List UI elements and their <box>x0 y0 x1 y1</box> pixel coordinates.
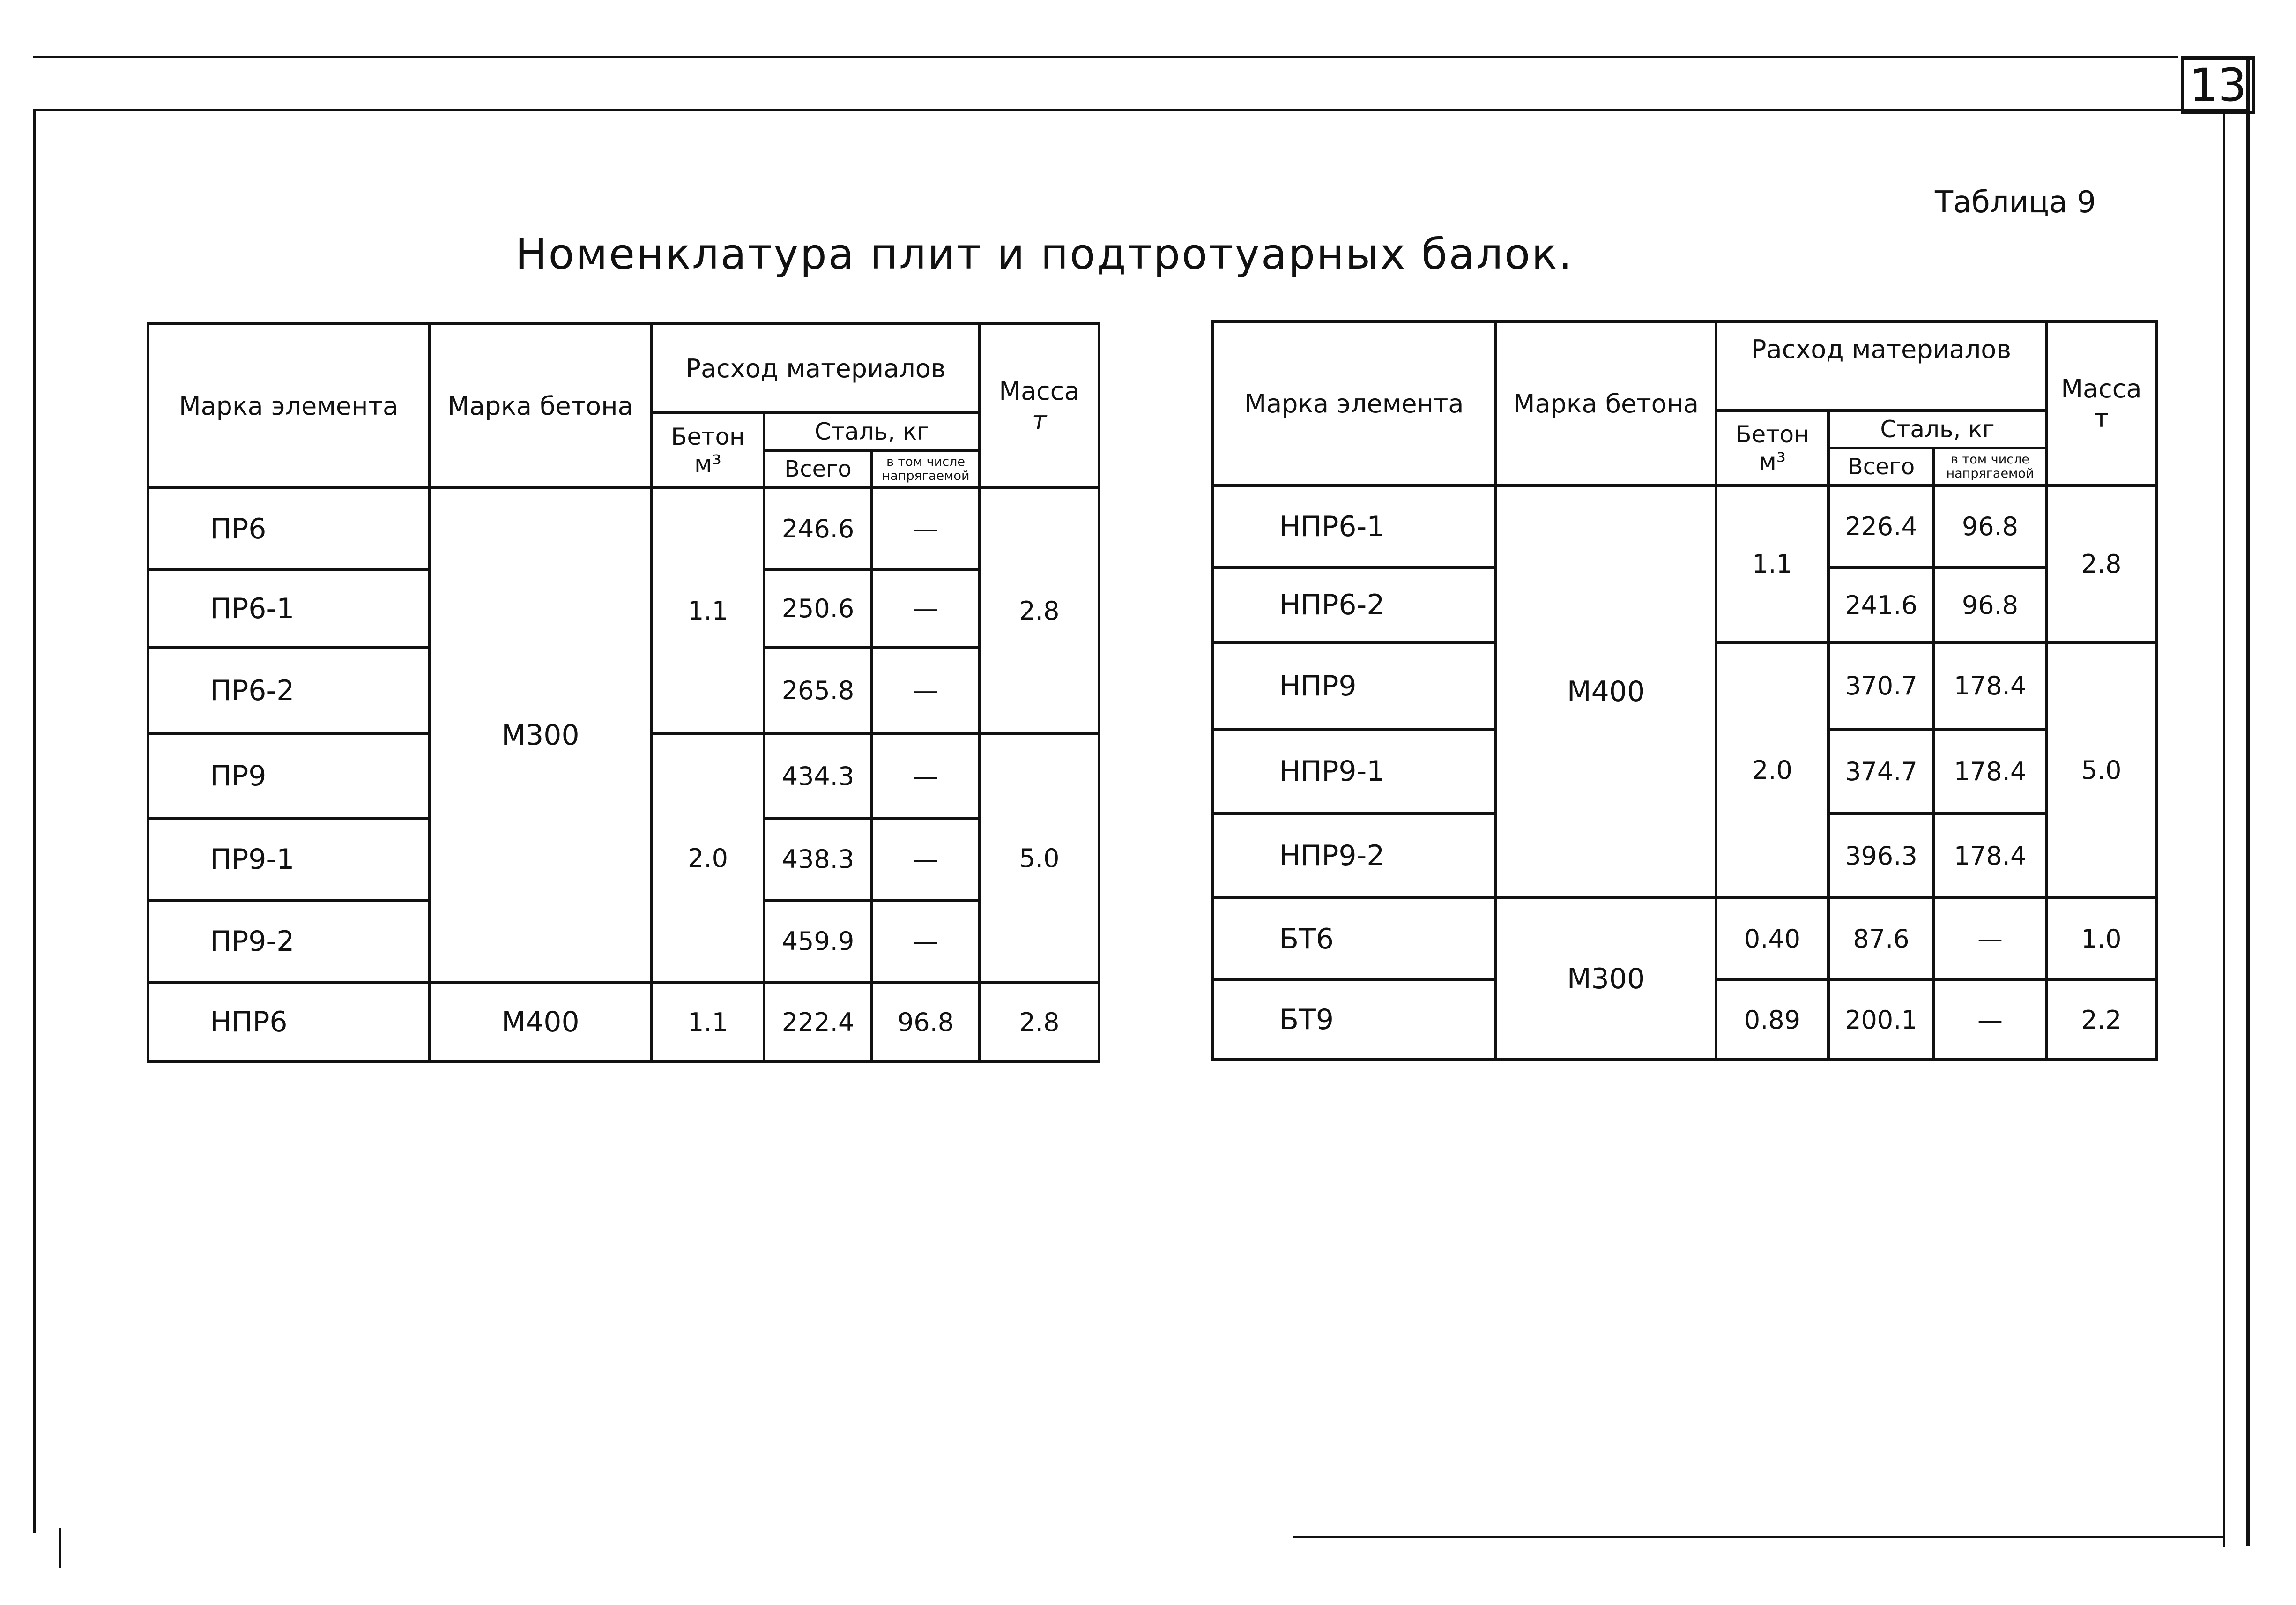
mass-cell: 2.2 <box>2046 980 2156 1060</box>
steel-total-cell: 250.6 <box>764 570 872 647</box>
prestressed-cell: 96.8 <box>1934 567 2046 642</box>
frame-left-line <box>33 109 36 1533</box>
table-row <box>1212 485 2156 567</box>
concrete-volume-cell: 0.40 <box>1716 898 1828 980</box>
prestressed-cell: 96.8 <box>1934 485 2046 567</box>
element-mark: ПР6 <box>148 488 429 570</box>
concrete-volume-cell: 1.1 <box>652 488 764 734</box>
mass-cell: 5.0 <box>2046 642 2156 898</box>
element-mark: ПР9 <box>148 734 429 818</box>
table-row <box>1212 898 2156 980</box>
header-concrete-mark: Марка бетона <box>429 324 652 488</box>
steel-total-cell: 459.9 <box>764 900 872 982</box>
prestressed-cell: — <box>1934 898 2046 980</box>
prestressed-cell: — <box>872 900 980 982</box>
concrete-brand-cell: М300 <box>1496 898 1716 1060</box>
header-mass <box>2046 321 2156 485</box>
element-mark: БТ6 <box>1212 898 1496 980</box>
prestressed-cell: — <box>872 488 980 570</box>
header-including: в том числе напрягаемой <box>872 450 980 488</box>
header-mass <box>980 324 1099 488</box>
mass-cell: 2.8 <box>980 982 1099 1062</box>
element-mark: НПР9-2 <box>1212 814 1496 898</box>
header-steel: Сталь, кг <box>1828 411 2046 448</box>
header-concrete <box>1716 411 1828 485</box>
element-mark: НПР6-2 <box>1212 567 1496 642</box>
steel-total-cell: 370.7 <box>1828 642 1934 729</box>
prestressed-cell: 178.4 <box>1934 642 2046 729</box>
prestressed-cell: 178.4 <box>1934 814 2046 898</box>
frame-left-mark <box>59 1528 61 1568</box>
header-materials: Расход материалов <box>1716 321 2046 411</box>
element-mark: НПР9-1 <box>1212 729 1496 814</box>
prestressed-cell: 96.8 <box>872 982 980 1062</box>
steel-total-cell: 241.6 <box>1828 567 1934 642</box>
prestressed-cell: 178.4 <box>1934 729 2046 814</box>
header-mass-unit: т <box>1032 406 1047 435</box>
steel-total-cell: 374.7 <box>1828 729 1934 814</box>
header-mass-label: Масса <box>2061 374 2142 403</box>
header-element-mark: Марка элемента <box>148 324 429 488</box>
prestressed-cell: — <box>872 570 980 647</box>
concrete-volume-cell: 2.0 <box>1716 642 1828 898</box>
steel-total-cell: 438.3 <box>764 818 872 900</box>
header-concrete <box>652 413 764 488</box>
prestressed-cell: — <box>872 734 980 818</box>
steel-total-cell: 265.8 <box>764 647 872 734</box>
concrete-brand-cell: М400 <box>429 982 652 1062</box>
steel-total-cell: 396.3 <box>1828 814 1934 898</box>
frame-right-line <box>2246 56 2250 1546</box>
element-mark: НПР6-1 <box>1212 485 1496 567</box>
element-mark: БТ9 <box>1212 980 1496 1060</box>
page-number: 13 <box>2181 56 2255 114</box>
prestressed-cell: — <box>872 818 980 900</box>
header-total: Всего <box>1828 448 1934 485</box>
header-mass-label: Масса <box>999 376 1080 406</box>
concrete-volume-cell: 1.1 <box>652 982 764 1062</box>
concrete-volume-cell: 2.0 <box>652 734 764 982</box>
header-concrete-mark: Марка бетона <box>1496 321 1716 485</box>
element-mark: ПР6-2 <box>148 647 429 734</box>
frame-inner-top-line <box>33 109 2249 111</box>
header-steel: Сталь, кг <box>764 413 980 450</box>
concrete-brand-cell: М400 <box>1496 485 1716 898</box>
steel-total-cell: 246.6 <box>764 488 872 570</box>
header-element-mark: Марка элемента <box>1212 321 1496 485</box>
concrete-volume-cell: 0.89 <box>1716 980 1828 1060</box>
header-concrete-label: Бетон <box>1735 421 1809 448</box>
header-total: Всего <box>764 450 872 488</box>
mass-cell: 1.0 <box>2046 898 2156 980</box>
prestressed-cell: — <box>1934 980 2046 1060</box>
concrete-brand-cell: М300 <box>429 488 652 982</box>
steel-total-cell: 87.6 <box>1828 898 1934 980</box>
steel-total-cell: 222.4 <box>764 982 872 1062</box>
table-row <box>148 488 1099 570</box>
header-mass-unit: т <box>2094 403 2109 433</box>
frame-top-line <box>33 56 2178 58</box>
steel-total-cell: 434.3 <box>764 734 872 818</box>
header-concrete-unit: м³ <box>694 450 721 478</box>
left-spec-table <box>147 322 1100 1063</box>
table-row <box>148 982 1099 1062</box>
concrete-volume-cell: 1.1 <box>1716 485 1828 642</box>
page-title: Номенклатура плит и подтротуарных балок. <box>515 230 1574 279</box>
mass-cell: 2.8 <box>2046 485 2156 642</box>
prestressed-cell: — <box>872 647 980 734</box>
element-mark: ПР9-2 <box>148 900 429 982</box>
steel-total-cell: 226.4 <box>1828 485 1934 567</box>
mass-cell: 2.8 <box>980 488 1099 734</box>
element-mark: НПР6 <box>148 982 429 1062</box>
header-materials: Расход материалов <box>652 324 980 413</box>
table-label: Таблица 9 <box>1935 185 2096 220</box>
header-concrete-unit: м³ <box>1759 448 1786 475</box>
header-concrete-label: Бетон <box>671 423 745 450</box>
header-including: в том числе напрягаемой <box>1934 448 2046 485</box>
element-mark: ПР9-1 <box>148 818 429 900</box>
frame-right-inner-line <box>2223 109 2225 1547</box>
frame-bottom-line <box>1293 1536 2225 1538</box>
mass-cell: 5.0 <box>980 734 1099 982</box>
element-mark: ПР6-1 <box>148 570 429 647</box>
element-mark: НПР9 <box>1212 642 1496 729</box>
right-spec-table <box>1211 320 2158 1061</box>
steel-total-cell: 200.1 <box>1828 980 1934 1060</box>
